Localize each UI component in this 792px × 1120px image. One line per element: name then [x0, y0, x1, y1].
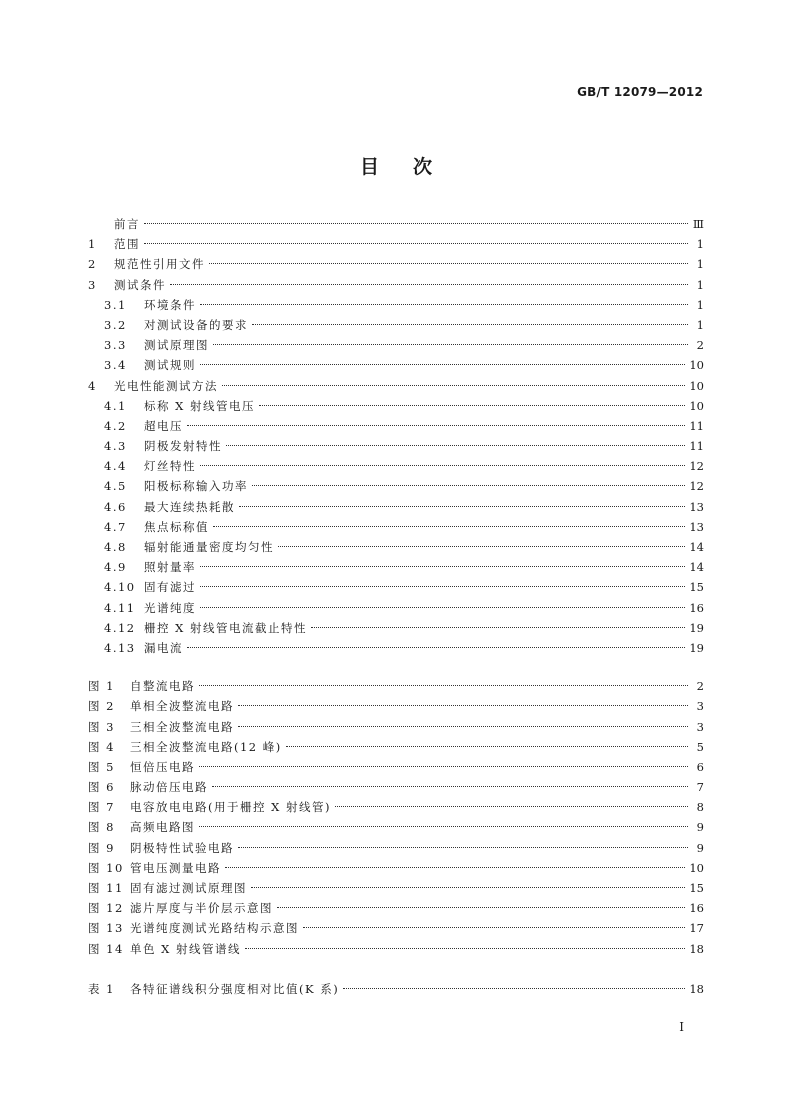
- figure-entry[interactable]: [88, 678, 704, 698]
- entry-label: 范围: [114, 237, 140, 252]
- dot-leader: [239, 506, 685, 507]
- page-number: I: [679, 1020, 684, 1034]
- entry-number: 4.7: [104, 519, 127, 534]
- toc-entry[interactable]: [88, 337, 704, 357]
- table-entry[interactable]: [88, 981, 704, 1001]
- section-gap: [88, 961, 704, 981]
- dot-leader: [187, 647, 685, 648]
- entry-page: 16: [689, 901, 704, 916]
- dot-leader: [213, 344, 688, 345]
- entry-label: 测试规则: [144, 358, 196, 373]
- entry-label: 规范性引用文件: [114, 257, 205, 272]
- dot-leader: [213, 526, 685, 527]
- entry-label: 滤片厚度与半价层示意图: [130, 901, 273, 916]
- entry-number: 3.1: [104, 297, 127, 312]
- entry-page: 10: [689, 378, 704, 393]
- entry-page: 18: [689, 981, 704, 996]
- entry-label: 阴极发射特性: [144, 439, 222, 454]
- entry-number: 4.11: [104, 600, 136, 615]
- entry-page: 1: [696, 277, 704, 292]
- entry-label: 管电压测量电路: [130, 860, 221, 875]
- toc-entry[interactable]: [88, 478, 704, 498]
- dot-leader: [170, 284, 688, 285]
- entry-number: 图 6: [88, 780, 115, 795]
- entry-number: 图 4: [88, 739, 115, 754]
- toc-entry[interactable]: [88, 216, 704, 236]
- figure-entry[interactable]: [88, 941, 704, 961]
- entry-label: 测试原理图: [144, 338, 209, 353]
- dot-leader: [200, 566, 685, 567]
- entry-label: 脉动倍压电路: [130, 780, 208, 795]
- figure-entry[interactable]: [88, 880, 704, 900]
- dot-leader: [278, 546, 685, 547]
- entry-page: 9: [696, 820, 704, 835]
- entry-page: 11: [689, 439, 704, 454]
- entry-page: 16: [689, 600, 704, 615]
- entry-page: 1: [696, 297, 704, 312]
- entry-label: 三相全波整流电路(12 峰): [130, 739, 282, 754]
- entry-label: 测试条件: [114, 277, 166, 292]
- entry-number: 4.13: [104, 640, 136, 655]
- entry-label: 超电压: [144, 418, 183, 433]
- entry-number: 图 12: [88, 901, 124, 916]
- toc-entry[interactable]: [88, 579, 704, 599]
- entry-label: 照射量率: [144, 560, 196, 575]
- entry-page: 17: [689, 921, 704, 936]
- entry-number: 图 9: [88, 840, 115, 855]
- entry-page: 10: [689, 860, 704, 875]
- entry-number: 1: [88, 237, 97, 252]
- entry-number: 3.2: [104, 317, 127, 332]
- entry-label: 各特征谱线积分强度相对比值(K 系): [130, 981, 340, 996]
- entry-page: Ⅲ: [692, 217, 704, 231]
- entry-number: 图 14: [88, 941, 124, 956]
- entry-label: 栅控 X 射线管电流截止特性: [144, 620, 307, 635]
- toc-tables: [88, 981, 704, 1001]
- toc-sections: [88, 216, 704, 660]
- entry-number: 4.3: [104, 439, 127, 454]
- toc-entry[interactable]: [88, 458, 704, 478]
- entry-page: 12: [689, 459, 704, 474]
- toc-entry[interactable]: [88, 620, 704, 640]
- toc-entry[interactable]: [88, 297, 704, 317]
- entry-page: 5: [696, 739, 704, 754]
- dot-leader: [209, 263, 688, 264]
- entry-number: 3.3: [104, 338, 127, 353]
- entry-label: 灯丝特性: [144, 459, 196, 474]
- entry-number: 4.1: [104, 398, 127, 413]
- dot-leader: [187, 425, 685, 426]
- entry-label: 阴极特性试验电路: [130, 840, 234, 855]
- entry-label: 焦点标称值: [144, 519, 209, 534]
- toc-entry[interactable]: [88, 640, 704, 660]
- entry-page: 15: [689, 580, 704, 595]
- toc-entry[interactable]: [88, 378, 704, 398]
- entry-number: 图 3: [88, 719, 115, 734]
- dot-leader: [259, 405, 685, 406]
- entry-number: 4.2: [104, 418, 127, 433]
- dot-leader: [144, 223, 688, 224]
- dot-leader: [303, 927, 685, 928]
- entry-page: 19: [689, 620, 704, 635]
- dot-leader: [245, 948, 685, 949]
- entry-number: 图 11: [88, 881, 124, 895]
- dot-leader: [252, 485, 685, 486]
- section-gap: [88, 660, 704, 678]
- toc-entry[interactable]: [88, 438, 704, 458]
- figure-entry[interactable]: [88, 819, 704, 839]
- toc-entry[interactable]: [88, 317, 704, 337]
- entry-number: 图 10: [88, 860, 124, 875]
- dot-leader: [200, 465, 685, 466]
- entry-label: 环境条件: [144, 297, 196, 312]
- toc-entry[interactable]: [88, 559, 704, 579]
- dot-leader: [200, 586, 685, 587]
- toc-entry[interactable]: [88, 398, 704, 418]
- entry-label: 恒倍压电路: [130, 759, 195, 774]
- entry-label: 辐射能通量密度均匀性: [144, 540, 274, 554]
- entry-page: 1: [696, 317, 704, 332]
- entry-number: 3.4: [104, 358, 127, 373]
- entry-number: 4.10: [104, 580, 136, 595]
- entry-page: 7: [696, 780, 704, 795]
- entry-number: 4.4: [104, 459, 127, 474]
- entry-label: 单相全波整流电路: [130, 699, 234, 714]
- entry-label: 光电性能测试方法: [114, 378, 218, 393]
- entry-number: 图 13: [88, 921, 124, 936]
- dot-leader: [251, 887, 685, 888]
- figure-entry[interactable]: [88, 860, 704, 880]
- entry-label: 前言: [114, 217, 140, 231]
- entry-page: 1: [696, 257, 704, 272]
- figure-entry[interactable]: [88, 840, 704, 860]
- dot-leader: [212, 786, 688, 787]
- toc-entry[interactable]: [88, 236, 704, 256]
- entry-label: 单色 X 射线管谱线: [130, 941, 241, 956]
- page-title: 目次: [359, 156, 466, 178]
- dot-leader: [144, 243, 688, 244]
- figure-entry[interactable]: [88, 759, 704, 779]
- dot-leader: [311, 627, 685, 628]
- figure-entry[interactable]: [88, 920, 704, 940]
- dot-leader: [343, 988, 685, 989]
- figure-entry[interactable]: [88, 719, 704, 739]
- toc-entry[interactable]: [88, 277, 704, 297]
- entry-number: 4.9: [104, 560, 127, 575]
- entry-page: 11: [689, 418, 704, 433]
- dot-leader: [199, 826, 688, 827]
- entry-number: 图 1: [88, 679, 115, 694]
- entry-label: 漏电流: [144, 640, 183, 655]
- entry-number: 图 5: [88, 759, 115, 774]
- entry-number: 4.6: [104, 499, 127, 514]
- toc-entry[interactable]: [88, 519, 704, 539]
- dot-leader: [252, 324, 688, 325]
- dot-leader: [277, 907, 685, 908]
- dot-leader: [238, 726, 688, 727]
- figure-entry[interactable]: [88, 779, 704, 799]
- toc-figures: [88, 678, 704, 961]
- entry-page: 13: [689, 519, 704, 534]
- entry-label: 自整流电路: [130, 679, 195, 694]
- dot-leader: [226, 445, 685, 446]
- toc-entry[interactable]: [88, 499, 704, 519]
- entry-label: 光谱纯度: [144, 600, 196, 615]
- entry-label: 电容放电电路(用于栅控 X 射线管): [130, 800, 331, 815]
- entry-page: 12: [689, 479, 704, 494]
- toc-entry[interactable]: [88, 418, 704, 438]
- entry-number: 4.8: [104, 540, 127, 554]
- entry-page: 2: [696, 679, 704, 694]
- toc-entry[interactable]: [88, 600, 704, 620]
- entry-label: 固有滤过测试原理图: [130, 881, 247, 895]
- entry-number: 图 7: [88, 800, 115, 815]
- dot-leader: [200, 607, 685, 608]
- figure-entry[interactable]: [88, 739, 704, 759]
- entry-label: 三相全波整流电路: [130, 719, 234, 734]
- entry-number: 4.12: [104, 620, 136, 635]
- entry-label: 对测试设备的要求: [144, 317, 248, 332]
- figure-entry[interactable]: [88, 799, 704, 819]
- entry-page: 15: [689, 881, 704, 895]
- entry-label: 标称 X 射线管电压: [144, 398, 255, 413]
- dot-leader: [199, 685, 688, 686]
- entry-page: 10: [689, 398, 704, 413]
- figure-entry[interactable]: [88, 698, 704, 718]
- dot-leader: [199, 766, 688, 767]
- entry-number: 表 1: [88, 981, 115, 996]
- dot-leader: [238, 705, 688, 706]
- toc-entry[interactable]: [88, 256, 704, 276]
- dot-leader: [200, 304, 688, 305]
- entry-page: 14: [689, 560, 704, 575]
- toc-entry[interactable]: [88, 539, 704, 559]
- entry-label: 阳极标称输入功率: [144, 479, 248, 494]
- standard-number: GB/T 12079—2012: [577, 85, 703, 99]
- entry-number: 3: [88, 277, 97, 292]
- entry-label: 最大连续热耗散: [144, 499, 235, 514]
- toc-entry[interactable]: [88, 357, 704, 377]
- entry-page: 18: [689, 941, 704, 956]
- entry-number: 图 8: [88, 820, 115, 835]
- entry-page: 10: [689, 358, 704, 373]
- dot-leader: [238, 847, 688, 848]
- figure-entry[interactable]: [88, 900, 704, 920]
- entry-page: 3: [696, 699, 704, 714]
- entry-number: 4: [88, 378, 97, 393]
- entry-page: 1: [696, 237, 704, 252]
- table-of-contents: [88, 216, 704, 1001]
- entry-label: 光谱纯度测试光路结构示意图: [130, 921, 299, 936]
- entry-page: 19: [689, 640, 704, 655]
- entry-page: 3: [696, 719, 704, 734]
- entry-page: 13: [689, 499, 704, 514]
- entry-page: 6: [696, 759, 704, 774]
- dot-leader: [222, 385, 685, 386]
- entry-number: 2: [88, 257, 97, 272]
- entry-page: 9: [696, 840, 704, 855]
- entry-page: 8: [696, 800, 704, 815]
- entry-number: 4.5: [104, 479, 127, 494]
- entry-number: 图 2: [88, 699, 115, 714]
- entry-page: 2: [696, 338, 704, 353]
- dot-leader: [286, 746, 688, 747]
- entry-page: 14: [689, 540, 704, 554]
- entry-label: 高频电路图: [130, 820, 195, 835]
- entry-label: 固有滤过: [144, 580, 196, 595]
- dot-leader: [225, 867, 685, 868]
- dot-leader: [200, 364, 685, 365]
- dot-leader: [335, 806, 688, 807]
